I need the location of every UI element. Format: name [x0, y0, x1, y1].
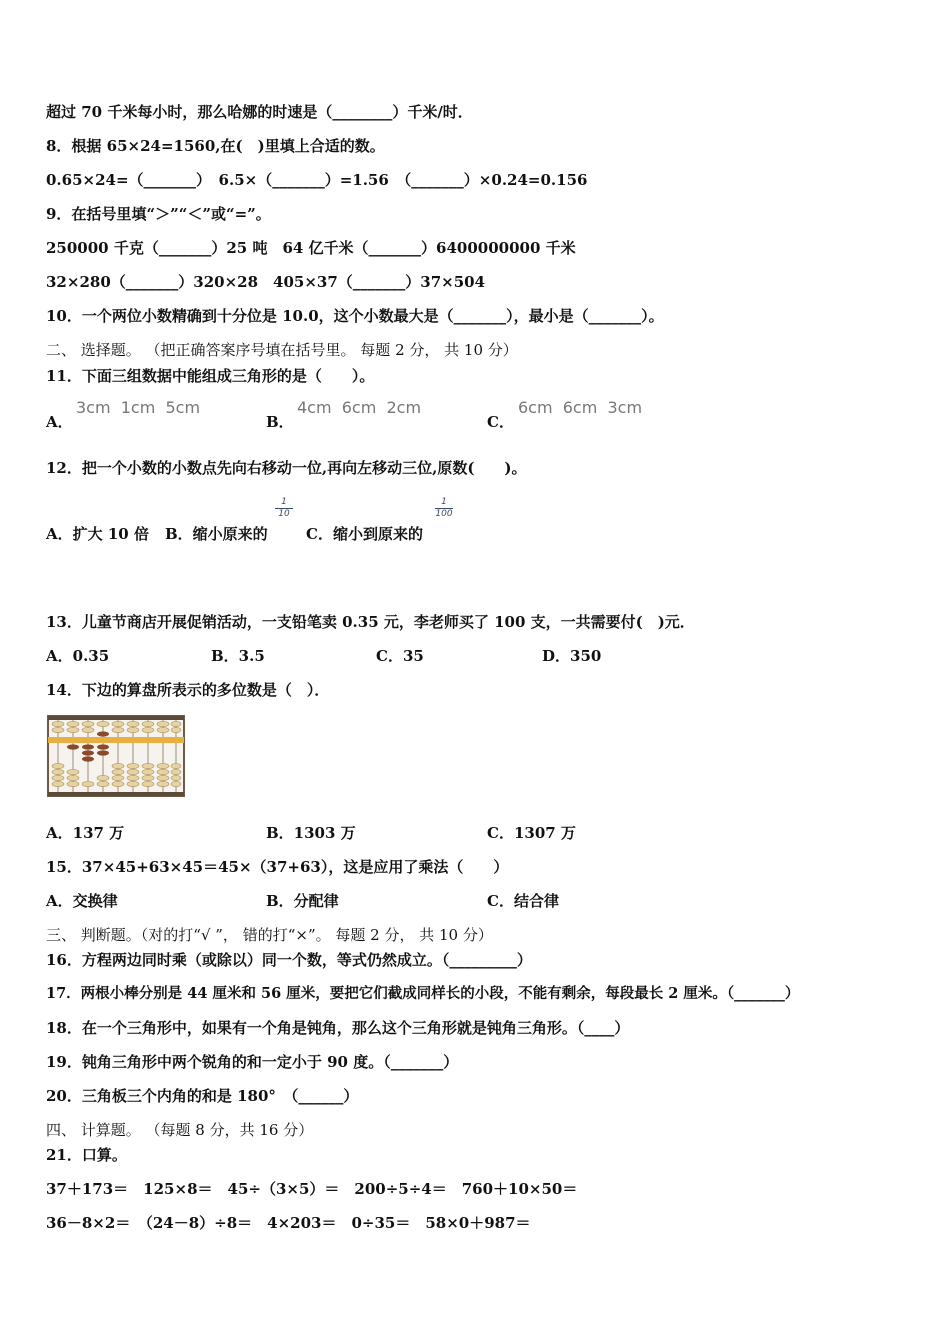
q11-option-a-content: 3cm 1cm 5cm: [76, 398, 201, 417]
question-9-row-2: 32×280（_______）320×28 405×37（_______）37×504: [46, 273, 486, 291]
mental-math-row-2: 36－8×2＝ （24－8）÷8＝ 4×203＝ 0÷35＝ 58×0＋987＝: [46, 1214, 531, 1232]
q15-option-a: A．交换律: [46, 892, 118, 910]
question-8-items: 0.65×24=（_______） 6.5×（_______）=1.56 （_______）×0.24=0.156: [46, 171, 588, 189]
question-9-row-1: 250000 千克（_______）25 吨 64 亿千米（_______）6400000000 千米: [46, 239, 576, 257]
question-14: 14．下边的算盘所表示的多位数是（ ）．: [46, 681, 330, 699]
q11-option-b-content: 4cm 6cm 2cm: [297, 398, 422, 417]
fraction-numerator: 1: [441, 497, 447, 507]
q14-option-c: C．1307 万: [487, 824, 576, 842]
question-19: 19．钝角三角形中两个锐角的和一定小于 90 度。（_______）: [46, 1053, 459, 1071]
question-7-end: 超过 70 千米每小时，那么哈娜的时速是（________）千米/时．: [46, 103, 473, 121]
question-12: 12．把一个小数的小数点先向右移动一位,再向左移动三位,原数( )。: [46, 459, 527, 477]
question-13: 13．儿童节商店开展促销活动，一支铅笔卖 0.35 元，李老师买了 100 支，一共需要付( )元．: [46, 613, 695, 631]
question-20: 20．三角板三个内角的和是 180° （______）: [46, 1087, 359, 1105]
q13-option-d: D．350: [542, 647, 602, 665]
q12-option-a: A．扩大 10 倍: [46, 525, 149, 543]
q11-option-c-letter: C．: [487, 413, 514, 431]
fraction-numerator: 1: [281, 497, 287, 507]
q12-option-b: B．缩小原来的: [165, 525, 268, 543]
abacus-image: [46, 714, 186, 798]
q13-option-c: C．35: [376, 647, 424, 665]
q12-option-c: C．缩小到原来的: [306, 525, 423, 543]
q11-option-c-content: 6cm 6cm 3cm: [518, 398, 643, 417]
q14-option-a: A．137 万: [46, 824, 125, 842]
question-10: 10．一个两位小数精确到十分位是 10.0，这个小数最大是（_______），最小是（_______）。: [46, 307, 664, 325]
q13-option-b: B．3.5: [211, 647, 265, 665]
q11-option-b-letter: B．: [266, 413, 294, 431]
question-15: 15．37×45+63×45＝45×（37+63），这是应用了乘法（ ）: [46, 858, 509, 876]
section-2-heading: 二、 选择题。 （把正确答案序号填在括号里。 每题 2 分， 共 10 分）: [46, 341, 518, 359]
question-16: 16．方程两边同时乘（或除以）同一个数，等式仍然成立。（_________）: [46, 951, 532, 969]
q11-option-a-letter: A．: [46, 413, 73, 431]
question-9: 9．在括号里填“＞”“＜”或“=”。: [46, 205, 271, 223]
fraction-denominator: 100: [435, 509, 453, 519]
q15-option-b: B．分配律: [266, 892, 339, 910]
q12-option-b-fraction: [273, 497, 295, 520]
question-18: 18．在一个三角形中，如果有一个角是钝角，那么这个三角形就是钝角三角形。（____）: [46, 1019, 630, 1037]
mental-math-row-1: 37＋173＝ 125×8＝ 45÷（3×5）＝ 200÷5÷4＝ 760＋10×50＝: [46, 1180, 578, 1198]
question-21: 21．口算。: [46, 1146, 127, 1164]
q12-option-c-fraction: [433, 497, 455, 520]
q15-option-c: C．结合律: [487, 892, 559, 910]
section-4-heading: 四、 计算题。 （每题 8 分，共 16 分）: [46, 1121, 314, 1139]
q13-option-a: A．0.35: [46, 647, 110, 665]
question-8: 8．根据 65×24=1560,在( )里填上合适的数。: [46, 137, 385, 155]
section-3-heading: 三、 判断题。（对的打“√ ”， 错的打“×”。 每题 2 分， 共 10 分）: [46, 926, 493, 944]
fraction-denominator: 10: [278, 509, 290, 519]
question-17: 17．两根小棒分别是 44 厘米和 56 厘米，要把它们截成同样长的小段，不能有剩余，每段最长 2 厘米。（_______）: [46, 985, 800, 1002]
question-11: 11．下面三组数据中能组成三角形的是（ ）。: [46, 367, 375, 385]
q14-option-b: B．1303 万: [266, 824, 356, 842]
